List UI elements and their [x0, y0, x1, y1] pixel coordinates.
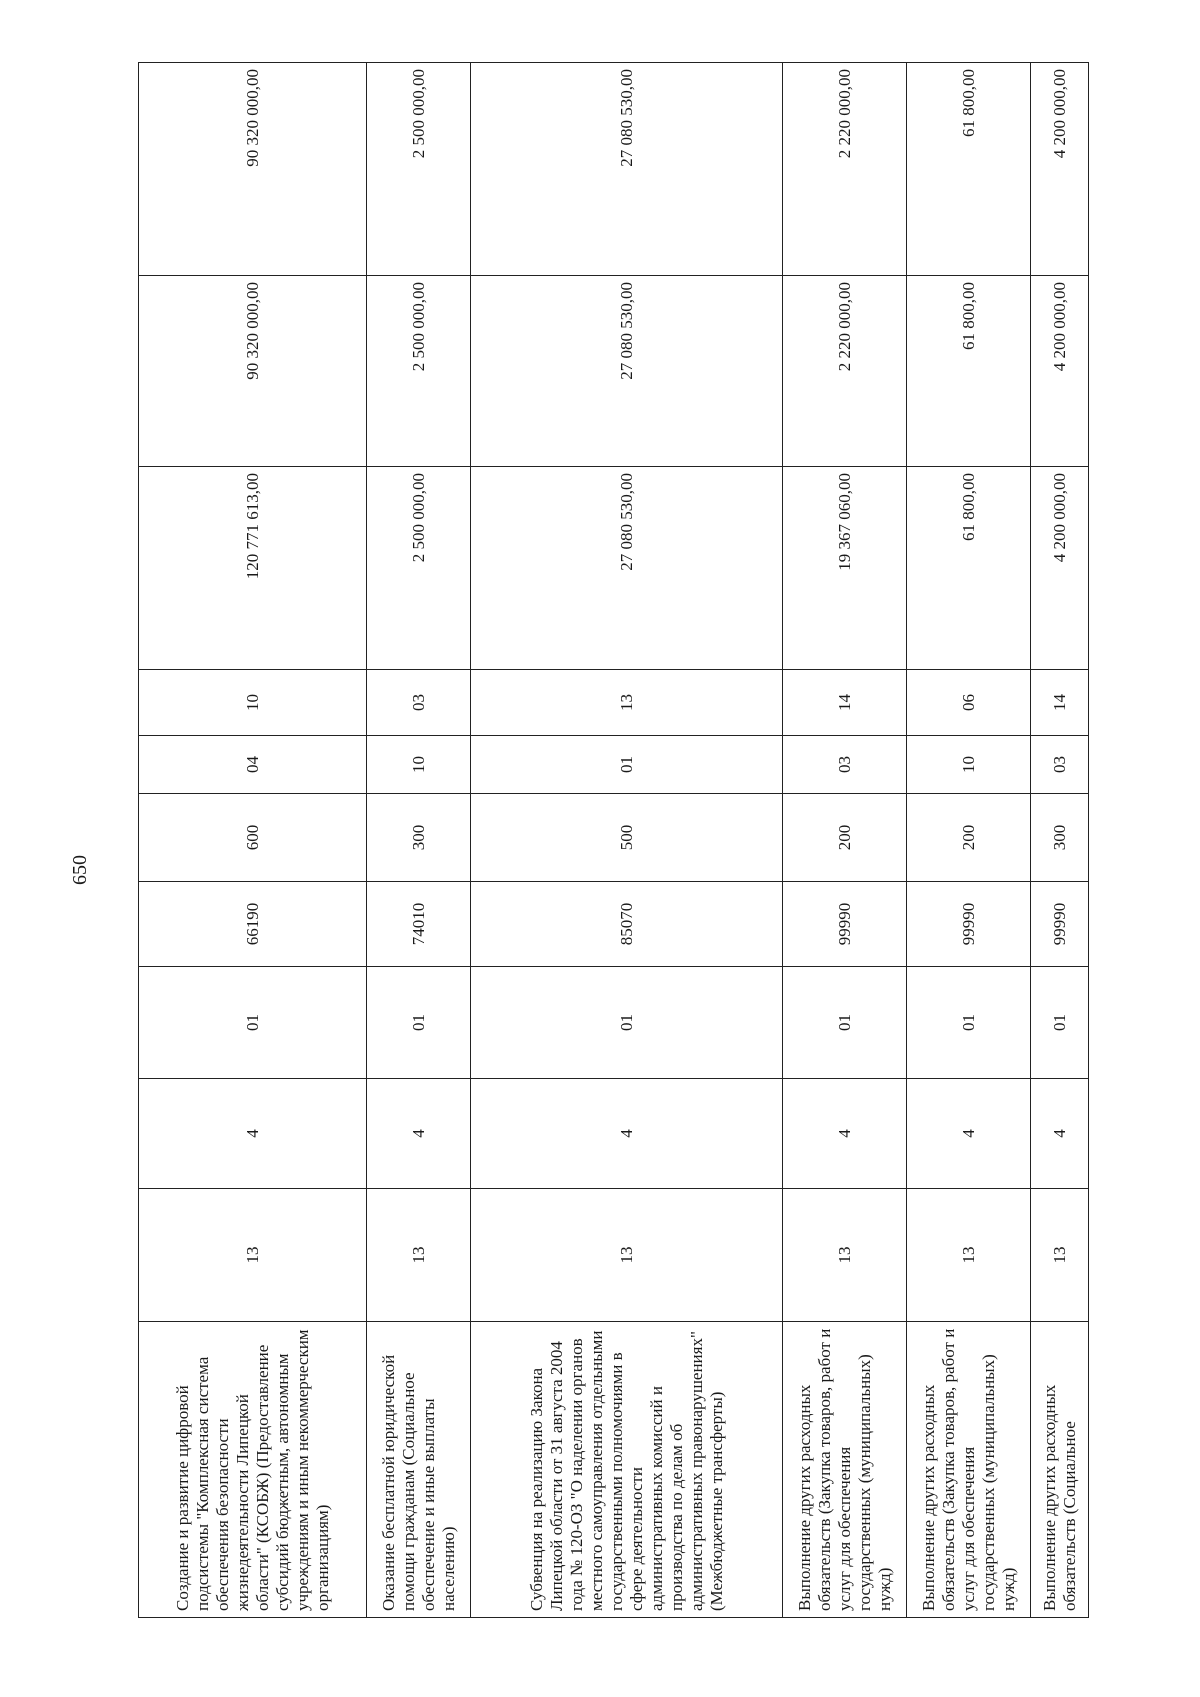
- code-col6: 03: [783, 736, 907, 794]
- code-col7: 03: [367, 670, 471, 736]
- code-col7: 14: [1031, 670, 1089, 736]
- row-description: Субвенция на реализацию Закона Липецкой области от 31 августа 2004 года № 120-ОЗ "О наделении органов местного самоуправления отдельными государственными полномочиями в сфере деятельности административных комиссий и производства по делам об административных правонарушениях" (Межбюджетные трансферты): [471, 1322, 783, 1618]
- code-col4: 99990: [1031, 882, 1089, 967]
- code-col2: 4: [1031, 1079, 1089, 1189]
- rotated-table-container: [138, 63, 1088, 1618]
- code-col3: 01: [783, 967, 907, 1079]
- code-col1: 13: [471, 1189, 783, 1322]
- code-col3: 01: [907, 967, 1031, 1079]
- code-col4: 74010: [367, 882, 471, 967]
- code-col4: 66190: [139, 882, 367, 967]
- table-row: [367, 63, 471, 1618]
- code-col7: 13: [471, 670, 783, 736]
- code-col7: 14: [783, 670, 907, 736]
- page-number: 650: [69, 855, 91, 885]
- code-col6: 10: [367, 736, 471, 794]
- sum-col3: 4 200 000,00: [1031, 63, 1089, 276]
- sum-col3: 61 800,00: [907, 63, 1031, 276]
- table-row: [783, 63, 907, 1618]
- code-col5: 200: [783, 794, 907, 882]
- sum-col2: 2 220 000,00: [783, 276, 907, 467]
- code-col2: 4: [471, 1079, 783, 1189]
- row-description: Выполнение других расходных обязательств (Социальное: [1031, 1322, 1089, 1618]
- code-col1: 13: [907, 1189, 1031, 1322]
- sum-col2: 4 200 000,00: [1031, 276, 1089, 467]
- code-col2: 4: [783, 1079, 907, 1189]
- row-description: Оказание бесплатной юридической помощи гражданам (Социальное обеспечение и иные выплаты населению): [367, 1322, 471, 1618]
- sum-col1: 19 367 060,00: [783, 467, 907, 670]
- sum-col1: 2 500 000,00: [367, 467, 471, 670]
- code-col7: 06: [907, 670, 1031, 736]
- code-col5: 600: [139, 794, 367, 882]
- table-row: [907, 63, 1031, 1618]
- code-col4: 85070: [471, 882, 783, 967]
- sum-col2: 90 320 000,00: [139, 276, 367, 467]
- code-col3: 01: [471, 967, 783, 1079]
- code-col4: 99990: [907, 882, 1031, 967]
- table-row: [471, 63, 783, 1618]
- sum-col3: 2 500 000,00: [367, 63, 471, 276]
- sum-col3: 2 220 000,00: [783, 63, 907, 276]
- code-col1: 13: [139, 1189, 367, 1322]
- code-col6: 04: [139, 736, 367, 794]
- code-col7: 10: [139, 670, 367, 736]
- budget-table: [138, 62, 1089, 1618]
- sum-col1: 4 200 000,00: [1031, 467, 1089, 670]
- sum-col2: 27 080 530,00: [471, 276, 783, 467]
- code-col4: 99990: [783, 882, 907, 967]
- code-col5: 500: [471, 794, 783, 882]
- sum-col2: 2 500 000,00: [367, 276, 471, 467]
- code-col5: 300: [367, 794, 471, 882]
- table-row: [139, 63, 367, 1618]
- code-col2: 4: [139, 1079, 367, 1189]
- code-col1: 13: [367, 1189, 471, 1322]
- code-col1: 13: [783, 1189, 907, 1322]
- code-col3: 01: [139, 967, 367, 1079]
- code-col1: 13: [1031, 1189, 1089, 1322]
- sum-col1: 120 771 613,00: [139, 467, 367, 670]
- code-col2: 4: [907, 1079, 1031, 1189]
- code-col3: 01: [367, 967, 471, 1079]
- row-description: Создание и развитие цифровой подсистемы "Комплексная система обеспечения безопасности жизнедеятельности Липецкой области" (КСОБЖ) (Предоставление субсидий бюджетным, автономным учреждениям и иным некоммерческим организациям): [139, 1322, 367, 1618]
- code-col6: 10: [907, 736, 1031, 794]
- code-col5: 300: [1031, 794, 1089, 882]
- code-col6: 01: [471, 736, 783, 794]
- sum-col2: 61 800,00: [907, 276, 1031, 467]
- sum-col3: 27 080 530,00: [471, 63, 783, 276]
- sum-col3: 90 320 000,00: [139, 63, 367, 276]
- sum-col1: 27 080 530,00: [471, 467, 783, 670]
- table-row: [1031, 63, 1089, 1618]
- code-col6: 03: [1031, 736, 1089, 794]
- row-description: Выполнение других расходных обязательств (Закупка товаров, работ и услуг для обеспечения государственных (муниципальных) нужд): [907, 1322, 1031, 1618]
- code-col5: 200: [907, 794, 1031, 882]
- sum-col1: 61 800,00: [907, 467, 1031, 670]
- code-col2: 4: [367, 1079, 471, 1189]
- row-description: Выполнение других расходных обязательств (Закупка товаров, работ и услуг для обеспечения государственных (муниципальных) нужд): [783, 1322, 907, 1618]
- code-col3: 01: [1031, 967, 1089, 1079]
